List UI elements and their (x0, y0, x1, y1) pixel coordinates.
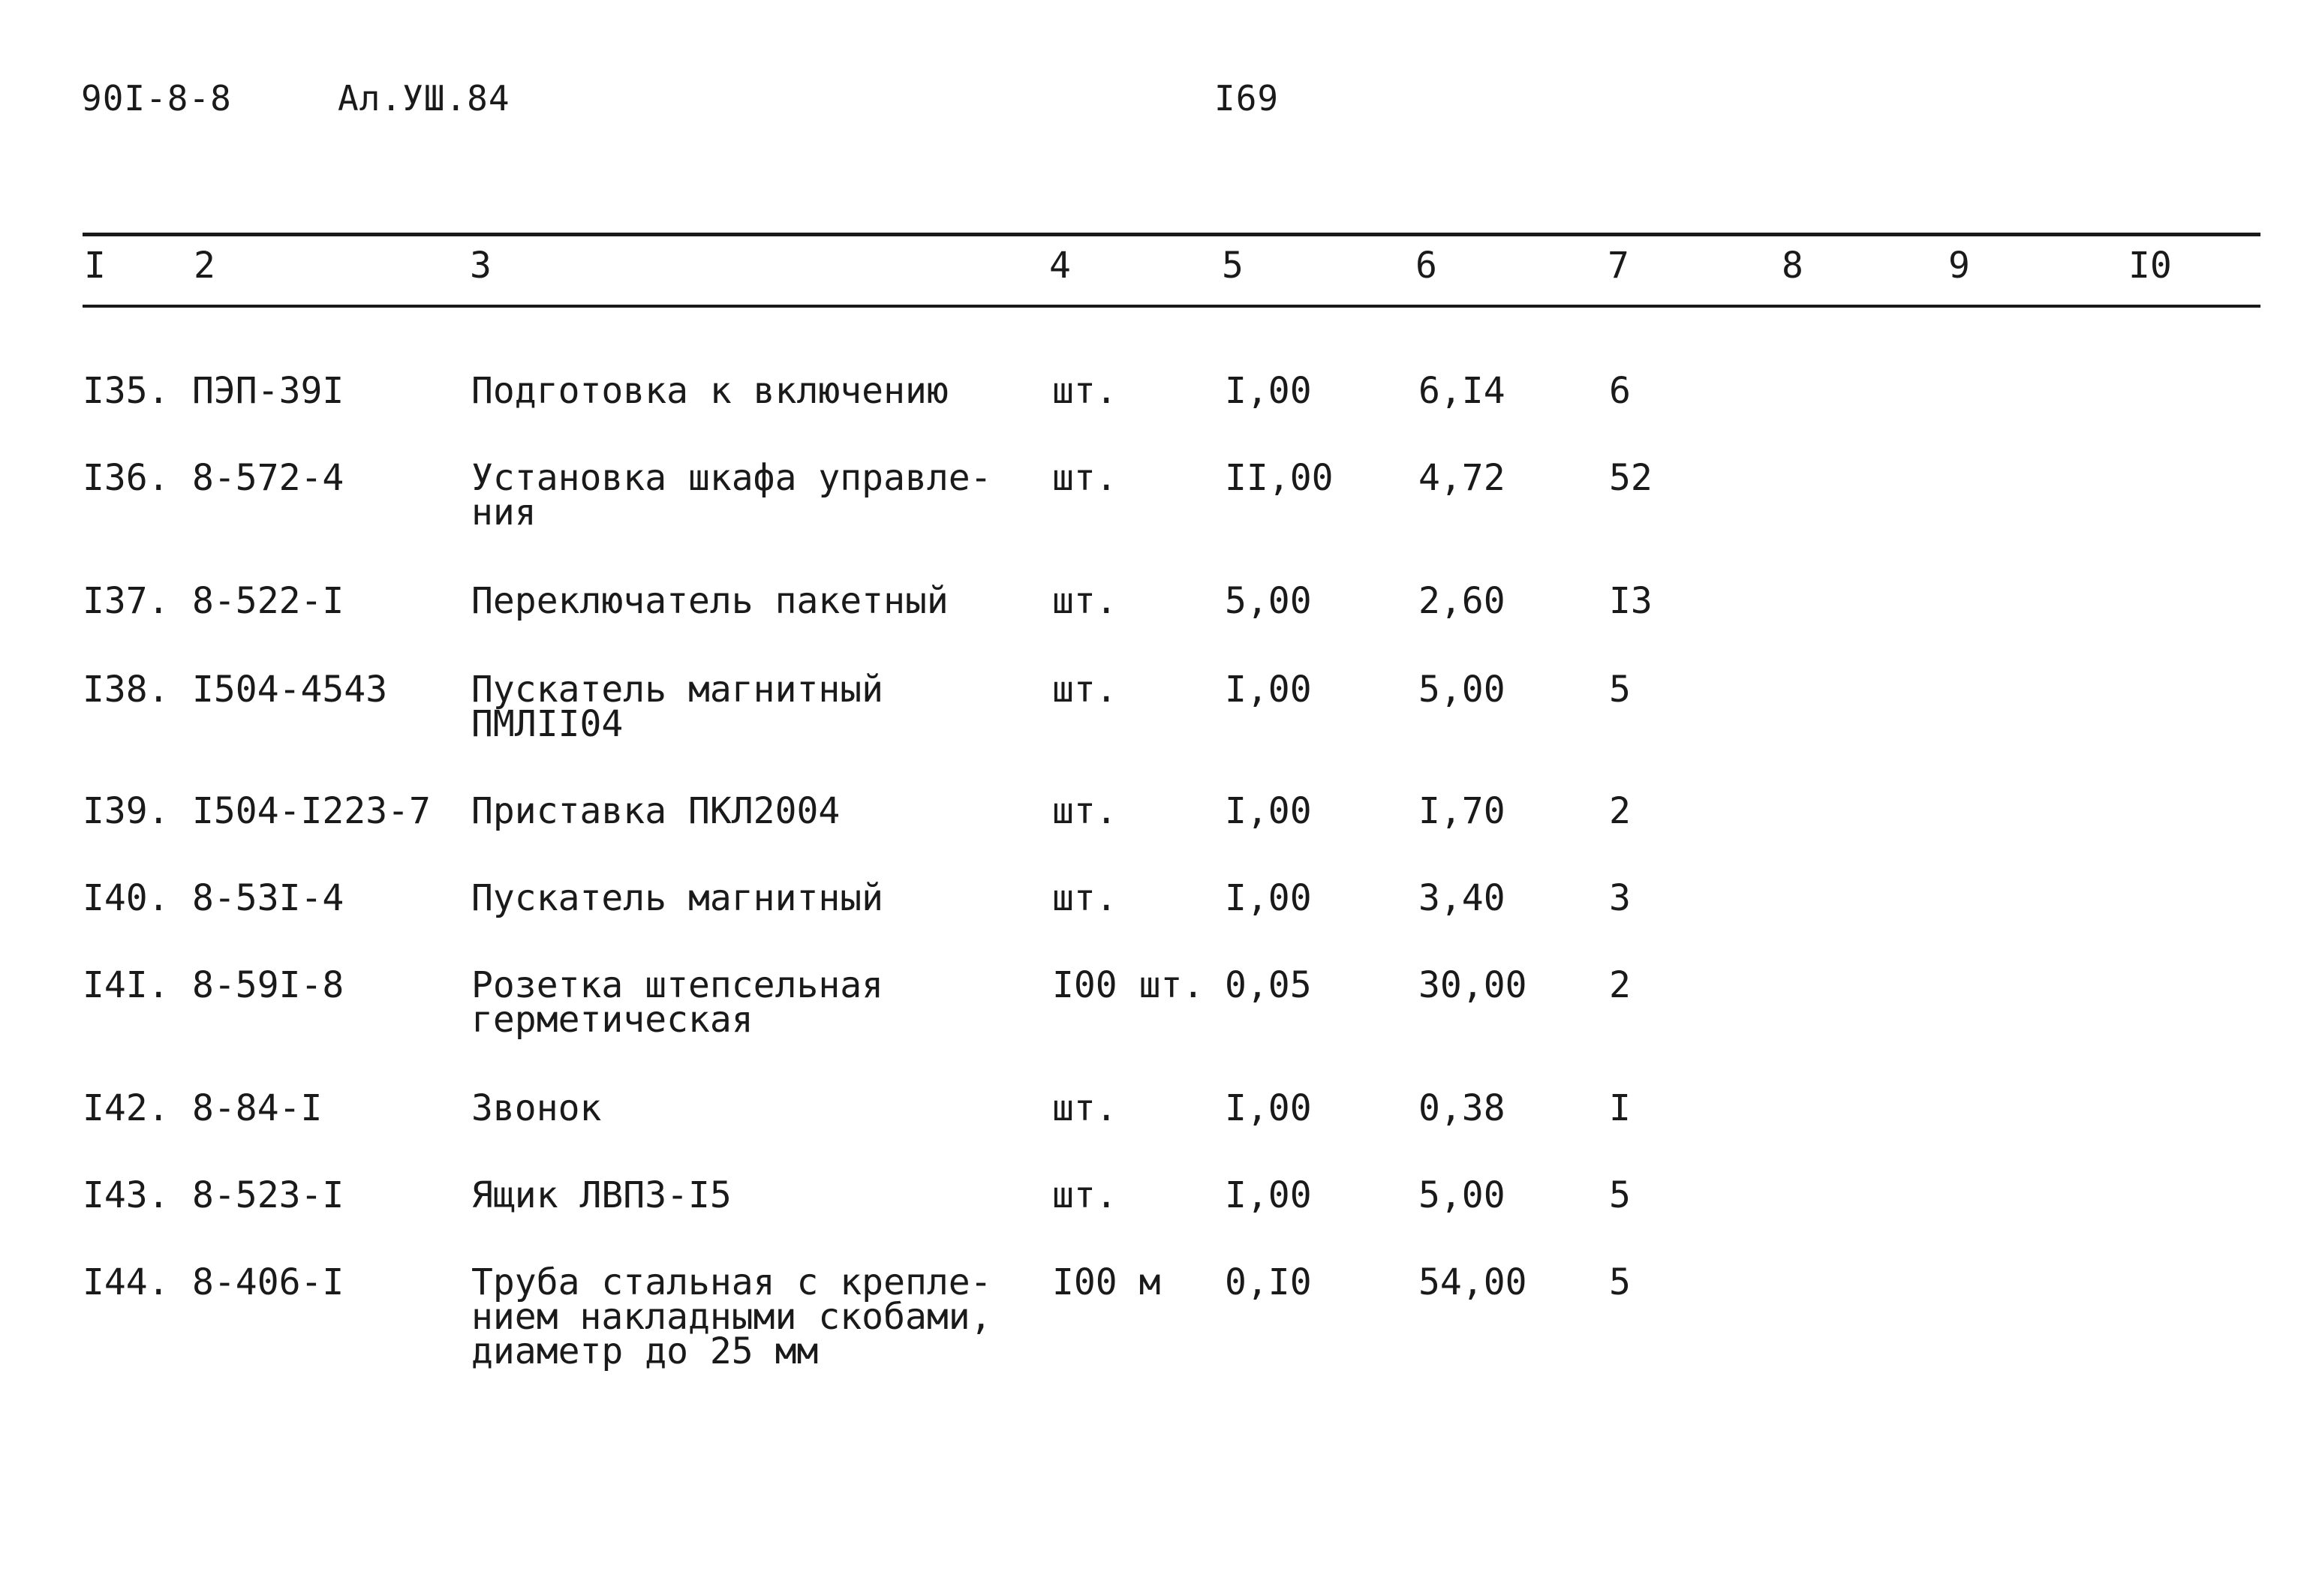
row-total: 5 (1609, 1174, 1631, 1216)
row-code: I504-4543 (192, 669, 388, 711)
row-norm: 54,00 (1418, 1261, 1527, 1303)
row-name: Ящик ЛВПЗ-I5 (471, 1174, 732, 1216)
column-number-7: 7 (1608, 245, 1629, 287)
row-unit: шт. (1052, 1087, 1117, 1129)
row-norm: 2,60 (1418, 580, 1505, 622)
column-number-4: 4 (1049, 245, 1071, 287)
row-quantity: I,00 (1225, 790, 1312, 832)
column-number-5: 5 (1222, 245, 1244, 287)
row-total: 5 (1609, 669, 1631, 711)
row-number: I4I. (83, 964, 170, 1006)
row-quantity: I,00 (1225, 1174, 1312, 1216)
row-name: Пускатель магнитный (471, 877, 884, 919)
row-name: Звонок (471, 1087, 602, 1129)
column-number-2: 2 (194, 245, 215, 287)
document-code: 90I-8-8 (81, 78, 232, 119)
row-code: 8-572-4 (192, 457, 344, 499)
column-number-6: 6 (1415, 245, 1437, 287)
row-quantity: II,00 (1225, 457, 1334, 499)
sheet-reference: Ал.УШ.84 (338, 78, 510, 119)
row-unit: шт. (1052, 457, 1117, 499)
row-total: 5 (1609, 1261, 1631, 1303)
row-name: Установка шкафа управле- ния (471, 457, 992, 534)
row-total: 6 (1609, 370, 1631, 412)
row-total: 52 (1609, 457, 1653, 499)
column-number-1: I (84, 245, 106, 287)
row-number: I40. (83, 877, 170, 919)
row-total: 2 (1609, 790, 1631, 832)
row-unit: шт. (1052, 370, 1117, 412)
row-quantity: I,00 (1225, 877, 1312, 919)
row-number: I35. (83, 370, 170, 412)
row-total: 3 (1609, 877, 1631, 919)
row-quantity: 0,I0 (1225, 1261, 1312, 1303)
row-number: I36. (83, 457, 170, 499)
row-total: I3 (1609, 580, 1653, 622)
row-norm: I,70 (1418, 790, 1505, 832)
row-quantity: I,00 (1225, 669, 1312, 711)
table-header-rule (83, 305, 2260, 308)
row-total: 2 (1609, 964, 1631, 1006)
row-code: 8-59I-8 (192, 964, 344, 1006)
row-name: Пускатель магнитный ПМЛII04 (471, 669, 884, 745)
row-quantity: I,00 (1225, 1087, 1312, 1129)
row-name: Переключатель пакетный (471, 580, 949, 622)
row-code: 8-406-I (192, 1261, 344, 1303)
row-unit: I00 шт. (1052, 964, 1205, 1006)
row-norm: 0,38 (1418, 1087, 1505, 1129)
row-number: I44. (83, 1261, 170, 1303)
row-norm: 5,00 (1418, 1174, 1505, 1216)
row-unit: шт. (1052, 1174, 1117, 1216)
row-unit: шт. (1052, 580, 1117, 622)
row-number: I39. (83, 790, 170, 832)
row-code: ПЭП-39I (192, 370, 344, 412)
row-number: I38. (83, 669, 170, 711)
row-name: Подготовка к включению (471, 370, 949, 412)
row-code: I504-I223-7 (192, 790, 431, 832)
row-number: I42. (83, 1087, 170, 1129)
row-number: I43. (83, 1174, 170, 1216)
row-code: 8-523-I (192, 1174, 344, 1216)
row-unit: шт. (1052, 877, 1117, 919)
row-total: I (1609, 1087, 1631, 1129)
row-number: I37. (83, 580, 170, 622)
row-code: 8-522-I (192, 580, 344, 622)
row-quantity: I,00 (1225, 370, 1312, 412)
row-norm: 4,72 (1418, 457, 1505, 499)
row-norm: 5,00 (1418, 669, 1505, 711)
column-number-9: 9 (1948, 245, 1970, 287)
page-number: I69 (1214, 78, 1280, 119)
column-number-3: 3 (470, 245, 492, 287)
row-name: Розетка штепсельная герметическая (471, 964, 884, 1041)
row-unit: шт. (1052, 669, 1117, 711)
row-code: 8-84-I (192, 1087, 323, 1129)
table-top-rule (83, 233, 2260, 236)
row-quantity: 5,00 (1225, 580, 1312, 622)
row-code: 8-53I-4 (192, 877, 344, 919)
row-unit: шт. (1052, 790, 1117, 832)
row-norm: 3,40 (1418, 877, 1505, 919)
column-number-10: I0 (2128, 245, 2172, 287)
row-unit: I00 м (1052, 1261, 1161, 1303)
row-name: Приставка ПКЛ2004 (471, 790, 841, 832)
row-norm: 6,I4 (1418, 370, 1505, 412)
row-quantity: 0,05 (1225, 964, 1312, 1006)
column-number-8: 8 (1782, 245, 1803, 287)
row-name: Труба стальная с крепле- нием накладными скобами, диаметр до 25 мм (471, 1261, 992, 1372)
row-norm: 30,00 (1418, 964, 1527, 1006)
